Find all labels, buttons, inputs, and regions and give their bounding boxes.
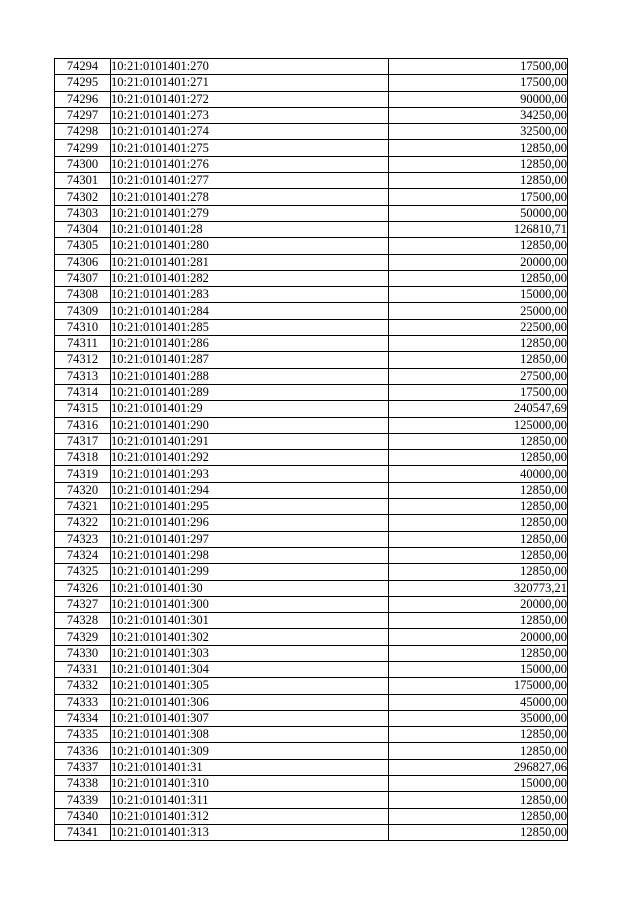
cadastral-number-cell: 10:21:0101401:280 — [111, 238, 389, 254]
row-number-cell: 74325 — [55, 564, 111, 580]
table-row — [55, 417, 568, 433]
cadastral-number-cell: 10:21:0101401:285 — [111, 319, 389, 335]
table-row — [55, 808, 568, 824]
row-number-cell: 74324 — [55, 547, 111, 563]
cadastral-value-cell: 15000,00 — [389, 287, 568, 303]
cadastral-value-cell: 12850,00 — [389, 564, 568, 580]
cadastral-number-cell: 10:21:0101401:29 — [111, 401, 389, 417]
cadastral-number-cell: 10:21:0101401:30 — [111, 580, 389, 596]
table-row — [55, 303, 568, 319]
cadastral-number-cell: 10:21:0101401:281 — [111, 254, 389, 270]
table-row — [55, 352, 568, 368]
row-number-cell: 74311 — [55, 336, 111, 352]
cadastral-value-cell: 125000,00 — [389, 417, 568, 433]
cadastral-value-cell: 15000,00 — [389, 661, 568, 677]
cadastral-number-cell: 10:21:0101401:282 — [111, 270, 389, 286]
row-number-cell: 74330 — [55, 645, 111, 661]
cadastral-value-cell: 12850,00 — [389, 547, 568, 563]
row-number-cell: 74316 — [55, 417, 111, 433]
row-number-cell: 74329 — [55, 629, 111, 645]
cadastral-value-cell: 90000,00 — [389, 91, 568, 107]
table-row — [55, 564, 568, 580]
cadastral-value-cell: 320773,21 — [389, 580, 568, 596]
cadastral-value-cell: 12850,00 — [389, 743, 568, 759]
cadastral-number-cell: 10:21:0101401:28 — [111, 221, 389, 237]
cadastral-value-cell: 12850,00 — [389, 336, 568, 352]
cadastral-value-cell: 34250,00 — [389, 107, 568, 123]
cadastral-number-cell: 10:21:0101401:294 — [111, 482, 389, 498]
table-row — [55, 824, 568, 840]
cadastral-value-cell: 12850,00 — [389, 792, 568, 808]
cadastral-number-cell: 10:21:0101401:290 — [111, 417, 389, 433]
cadastral-number-cell: 10:21:0101401:272 — [111, 91, 389, 107]
cadastral-number-cell: 10:21:0101401:304 — [111, 661, 389, 677]
cadastral-value-cell: 12850,00 — [389, 531, 568, 547]
row-number-cell: 74308 — [55, 287, 111, 303]
cadastral-value-cell: 12850,00 — [389, 173, 568, 189]
cadastral-value-cell: 12850,00 — [389, 140, 568, 156]
table-row — [55, 580, 568, 596]
table-row — [55, 319, 568, 335]
cadastral-value-cell: 296827,06 — [389, 759, 568, 775]
row-number-cell: 74314 — [55, 384, 111, 400]
table-row — [55, 482, 568, 498]
table-row — [55, 59, 568, 75]
cadastral-value-cell: 12850,00 — [389, 450, 568, 466]
table-row — [55, 124, 568, 140]
table-row — [55, 613, 568, 629]
row-number-cell: 74317 — [55, 433, 111, 449]
row-number-cell: 74318 — [55, 450, 111, 466]
cadastral-value-cell: 12850,00 — [389, 433, 568, 449]
cadastral-value-cell: 15000,00 — [389, 776, 568, 792]
table-body — [55, 59, 568, 841]
cadastral-value-cell: 12850,00 — [389, 808, 568, 824]
cadastral-number-cell: 10:21:0101401:297 — [111, 531, 389, 547]
row-number-cell: 74309 — [55, 303, 111, 319]
row-number-cell: 74294 — [55, 59, 111, 75]
cadastral-value-cell: 17500,00 — [389, 75, 568, 91]
table-row — [55, 91, 568, 107]
table-row — [55, 661, 568, 677]
cadastral-number-cell: 10:21:0101401:300 — [111, 596, 389, 612]
cadastral-value-cell: 12850,00 — [389, 352, 568, 368]
cadastral-number-cell: 10:21:0101401:299 — [111, 564, 389, 580]
row-number-cell: 74335 — [55, 727, 111, 743]
table-row — [55, 433, 568, 449]
cadastral-value-cell: 22500,00 — [389, 319, 568, 335]
row-number-cell: 74334 — [55, 710, 111, 726]
table-row — [55, 629, 568, 645]
cadastral-number-cell: 10:21:0101401:273 — [111, 107, 389, 123]
row-number-cell: 74338 — [55, 776, 111, 792]
table-row — [55, 254, 568, 270]
row-number-cell: 74319 — [55, 466, 111, 482]
cadastral-number-cell: 10:21:0101401:275 — [111, 140, 389, 156]
cadastral-value-cell: 12850,00 — [389, 499, 568, 515]
cadastral-number-cell: 10:21:0101401:270 — [111, 59, 389, 75]
table-row — [55, 776, 568, 792]
table-row — [55, 792, 568, 808]
cadastral-value-cell: 12850,00 — [389, 515, 568, 531]
table-row — [55, 499, 568, 515]
table-row — [55, 743, 568, 759]
row-number-cell: 74307 — [55, 270, 111, 286]
cadastral-value-cell: 45000,00 — [389, 694, 568, 710]
cadastral-number-cell: 10:21:0101401:307 — [111, 710, 389, 726]
row-number-cell: 74297 — [55, 107, 111, 123]
cadastral-number-cell: 10:21:0101401:302 — [111, 629, 389, 645]
row-number-cell: 74295 — [55, 75, 111, 91]
cadastral-value-cell: 20000,00 — [389, 254, 568, 270]
row-number-cell: 74312 — [55, 352, 111, 368]
row-number-cell: 74301 — [55, 173, 111, 189]
row-number-cell: 74339 — [55, 792, 111, 808]
cadastral-value-cell: 50000,00 — [389, 205, 568, 221]
row-number-cell: 74320 — [55, 482, 111, 498]
table-row — [55, 678, 568, 694]
table-row — [55, 107, 568, 123]
table-row — [55, 759, 568, 775]
table-row — [55, 238, 568, 254]
table-row — [55, 531, 568, 547]
cadastral-value-cell: 25000,00 — [389, 303, 568, 319]
cadastral-value-cell: 175000,00 — [389, 678, 568, 694]
cadastral-number-cell: 10:21:0101401:278 — [111, 189, 389, 205]
cadastral-number-cell: 10:21:0101401:311 — [111, 792, 389, 808]
cadastral-number-cell: 10:21:0101401:284 — [111, 303, 389, 319]
cadastral-number-cell: 10:21:0101401:279 — [111, 205, 389, 221]
table-row — [55, 156, 568, 172]
cadastral-number-cell: 10:21:0101401:295 — [111, 499, 389, 515]
cadastral-value-cell: 240547,69 — [389, 401, 568, 417]
row-number-cell: 74340 — [55, 808, 111, 824]
table-row — [55, 368, 568, 384]
cadastral-number-cell: 10:21:0101401:301 — [111, 613, 389, 629]
table-row — [55, 384, 568, 400]
row-number-cell: 74327 — [55, 596, 111, 612]
cadastral-number-cell: 10:21:0101401:303 — [111, 645, 389, 661]
cadastral-number-cell: 10:21:0101401:288 — [111, 368, 389, 384]
row-number-cell: 74322 — [55, 515, 111, 531]
cadastral-number-cell: 10:21:0101401:31 — [111, 759, 389, 775]
cadastral-number-cell: 10:21:0101401:312 — [111, 808, 389, 824]
cadastral-value-cell: 12850,00 — [389, 482, 568, 498]
row-number-cell: 74331 — [55, 661, 111, 677]
cadastral-number-cell: 10:21:0101401:313 — [111, 824, 389, 840]
row-number-cell: 74313 — [55, 368, 111, 384]
cadastral-number-cell: 10:21:0101401:306 — [111, 694, 389, 710]
cadastral-value-cell: 12850,00 — [389, 238, 568, 254]
cadastral-value-cell: 20000,00 — [389, 629, 568, 645]
cadastral-number-cell: 10:21:0101401:286 — [111, 336, 389, 352]
cadastral-number-cell: 10:21:0101401:274 — [111, 124, 389, 140]
table-row — [55, 727, 568, 743]
table-row — [55, 450, 568, 466]
cadastral-number-cell: 10:21:0101401:296 — [111, 515, 389, 531]
table-row — [55, 336, 568, 352]
row-number-cell: 74326 — [55, 580, 111, 596]
table-row — [55, 75, 568, 91]
table-row — [55, 205, 568, 221]
row-number-cell: 74303 — [55, 205, 111, 221]
cadastral-number-cell: 10:21:0101401:289 — [111, 384, 389, 400]
cadastral-value-cell: 12850,00 — [389, 645, 568, 661]
table-row — [55, 694, 568, 710]
cadastral-number-cell: 10:21:0101401:308 — [111, 727, 389, 743]
row-number-cell: 74323 — [55, 531, 111, 547]
table-row — [55, 710, 568, 726]
table-row — [55, 466, 568, 482]
cadastral-number-cell: 10:21:0101401:287 — [111, 352, 389, 368]
row-number-cell: 74300 — [55, 156, 111, 172]
cadastral-value-cell: 12850,00 — [389, 613, 568, 629]
cadastral-number-cell: 10:21:0101401:271 — [111, 75, 389, 91]
row-number-cell: 74336 — [55, 743, 111, 759]
cadastral-number-cell: 10:21:0101401:293 — [111, 466, 389, 482]
cadastral-value-cell: 27500,00 — [389, 368, 568, 384]
cadastral-value-cell: 12850,00 — [389, 156, 568, 172]
cadastral-number-cell: 10:21:0101401:291 — [111, 433, 389, 449]
cadastral-number-cell: 10:21:0101401:310 — [111, 776, 389, 792]
table-row — [55, 645, 568, 661]
cadastral-value-cell: 12850,00 — [389, 727, 568, 743]
cadastral-number-cell: 10:21:0101401:309 — [111, 743, 389, 759]
table-row — [55, 140, 568, 156]
row-number-cell: 74337 — [55, 759, 111, 775]
row-number-cell: 74333 — [55, 694, 111, 710]
table-row — [55, 401, 568, 417]
cadastral-number-cell: 10:21:0101401:305 — [111, 678, 389, 694]
table-row — [55, 173, 568, 189]
cadastral-number-cell: 10:21:0101401:277 — [111, 173, 389, 189]
row-number-cell: 74306 — [55, 254, 111, 270]
cadastral-value-cell: 17500,00 — [389, 59, 568, 75]
cadastral-number-cell: 10:21:0101401:292 — [111, 450, 389, 466]
row-number-cell: 74328 — [55, 613, 111, 629]
row-number-cell: 74321 — [55, 499, 111, 515]
table-row — [55, 287, 568, 303]
row-number-cell: 74304 — [55, 221, 111, 237]
row-number-cell: 74299 — [55, 140, 111, 156]
cadastral-value-cell: 40000,00 — [389, 466, 568, 482]
table-row — [55, 221, 568, 237]
table-row — [55, 270, 568, 286]
cadastral-value-cell: 17500,00 — [389, 189, 568, 205]
row-number-cell: 74302 — [55, 189, 111, 205]
table-row — [55, 596, 568, 612]
row-number-cell: 74310 — [55, 319, 111, 335]
cadastral-number-cell: 10:21:0101401:283 — [111, 287, 389, 303]
cadastral-value-cell: 20000,00 — [389, 596, 568, 612]
row-number-cell: 74315 — [55, 401, 111, 417]
row-number-cell: 74296 — [55, 91, 111, 107]
cadastral-value-cell: 17500,00 — [389, 384, 568, 400]
cadastral-value-cell: 126810,71 — [389, 221, 568, 237]
table-row — [55, 189, 568, 205]
cadastral-number-cell: 10:21:0101401:276 — [111, 156, 389, 172]
cadastral-value-table — [54, 58, 568, 841]
table-row — [55, 515, 568, 531]
row-number-cell: 74305 — [55, 238, 111, 254]
cadastral-value-cell: 32500,00 — [389, 124, 568, 140]
row-number-cell: 74341 — [55, 824, 111, 840]
cadastral-value-cell: 12850,00 — [389, 824, 568, 840]
cadastral-value-cell: 12850,00 — [389, 270, 568, 286]
row-number-cell: 74332 — [55, 678, 111, 694]
cadastral-value-cell: 35000,00 — [389, 710, 568, 726]
table-row — [55, 547, 568, 563]
cadastral-number-cell: 10:21:0101401:298 — [111, 547, 389, 563]
row-number-cell: 74298 — [55, 124, 111, 140]
